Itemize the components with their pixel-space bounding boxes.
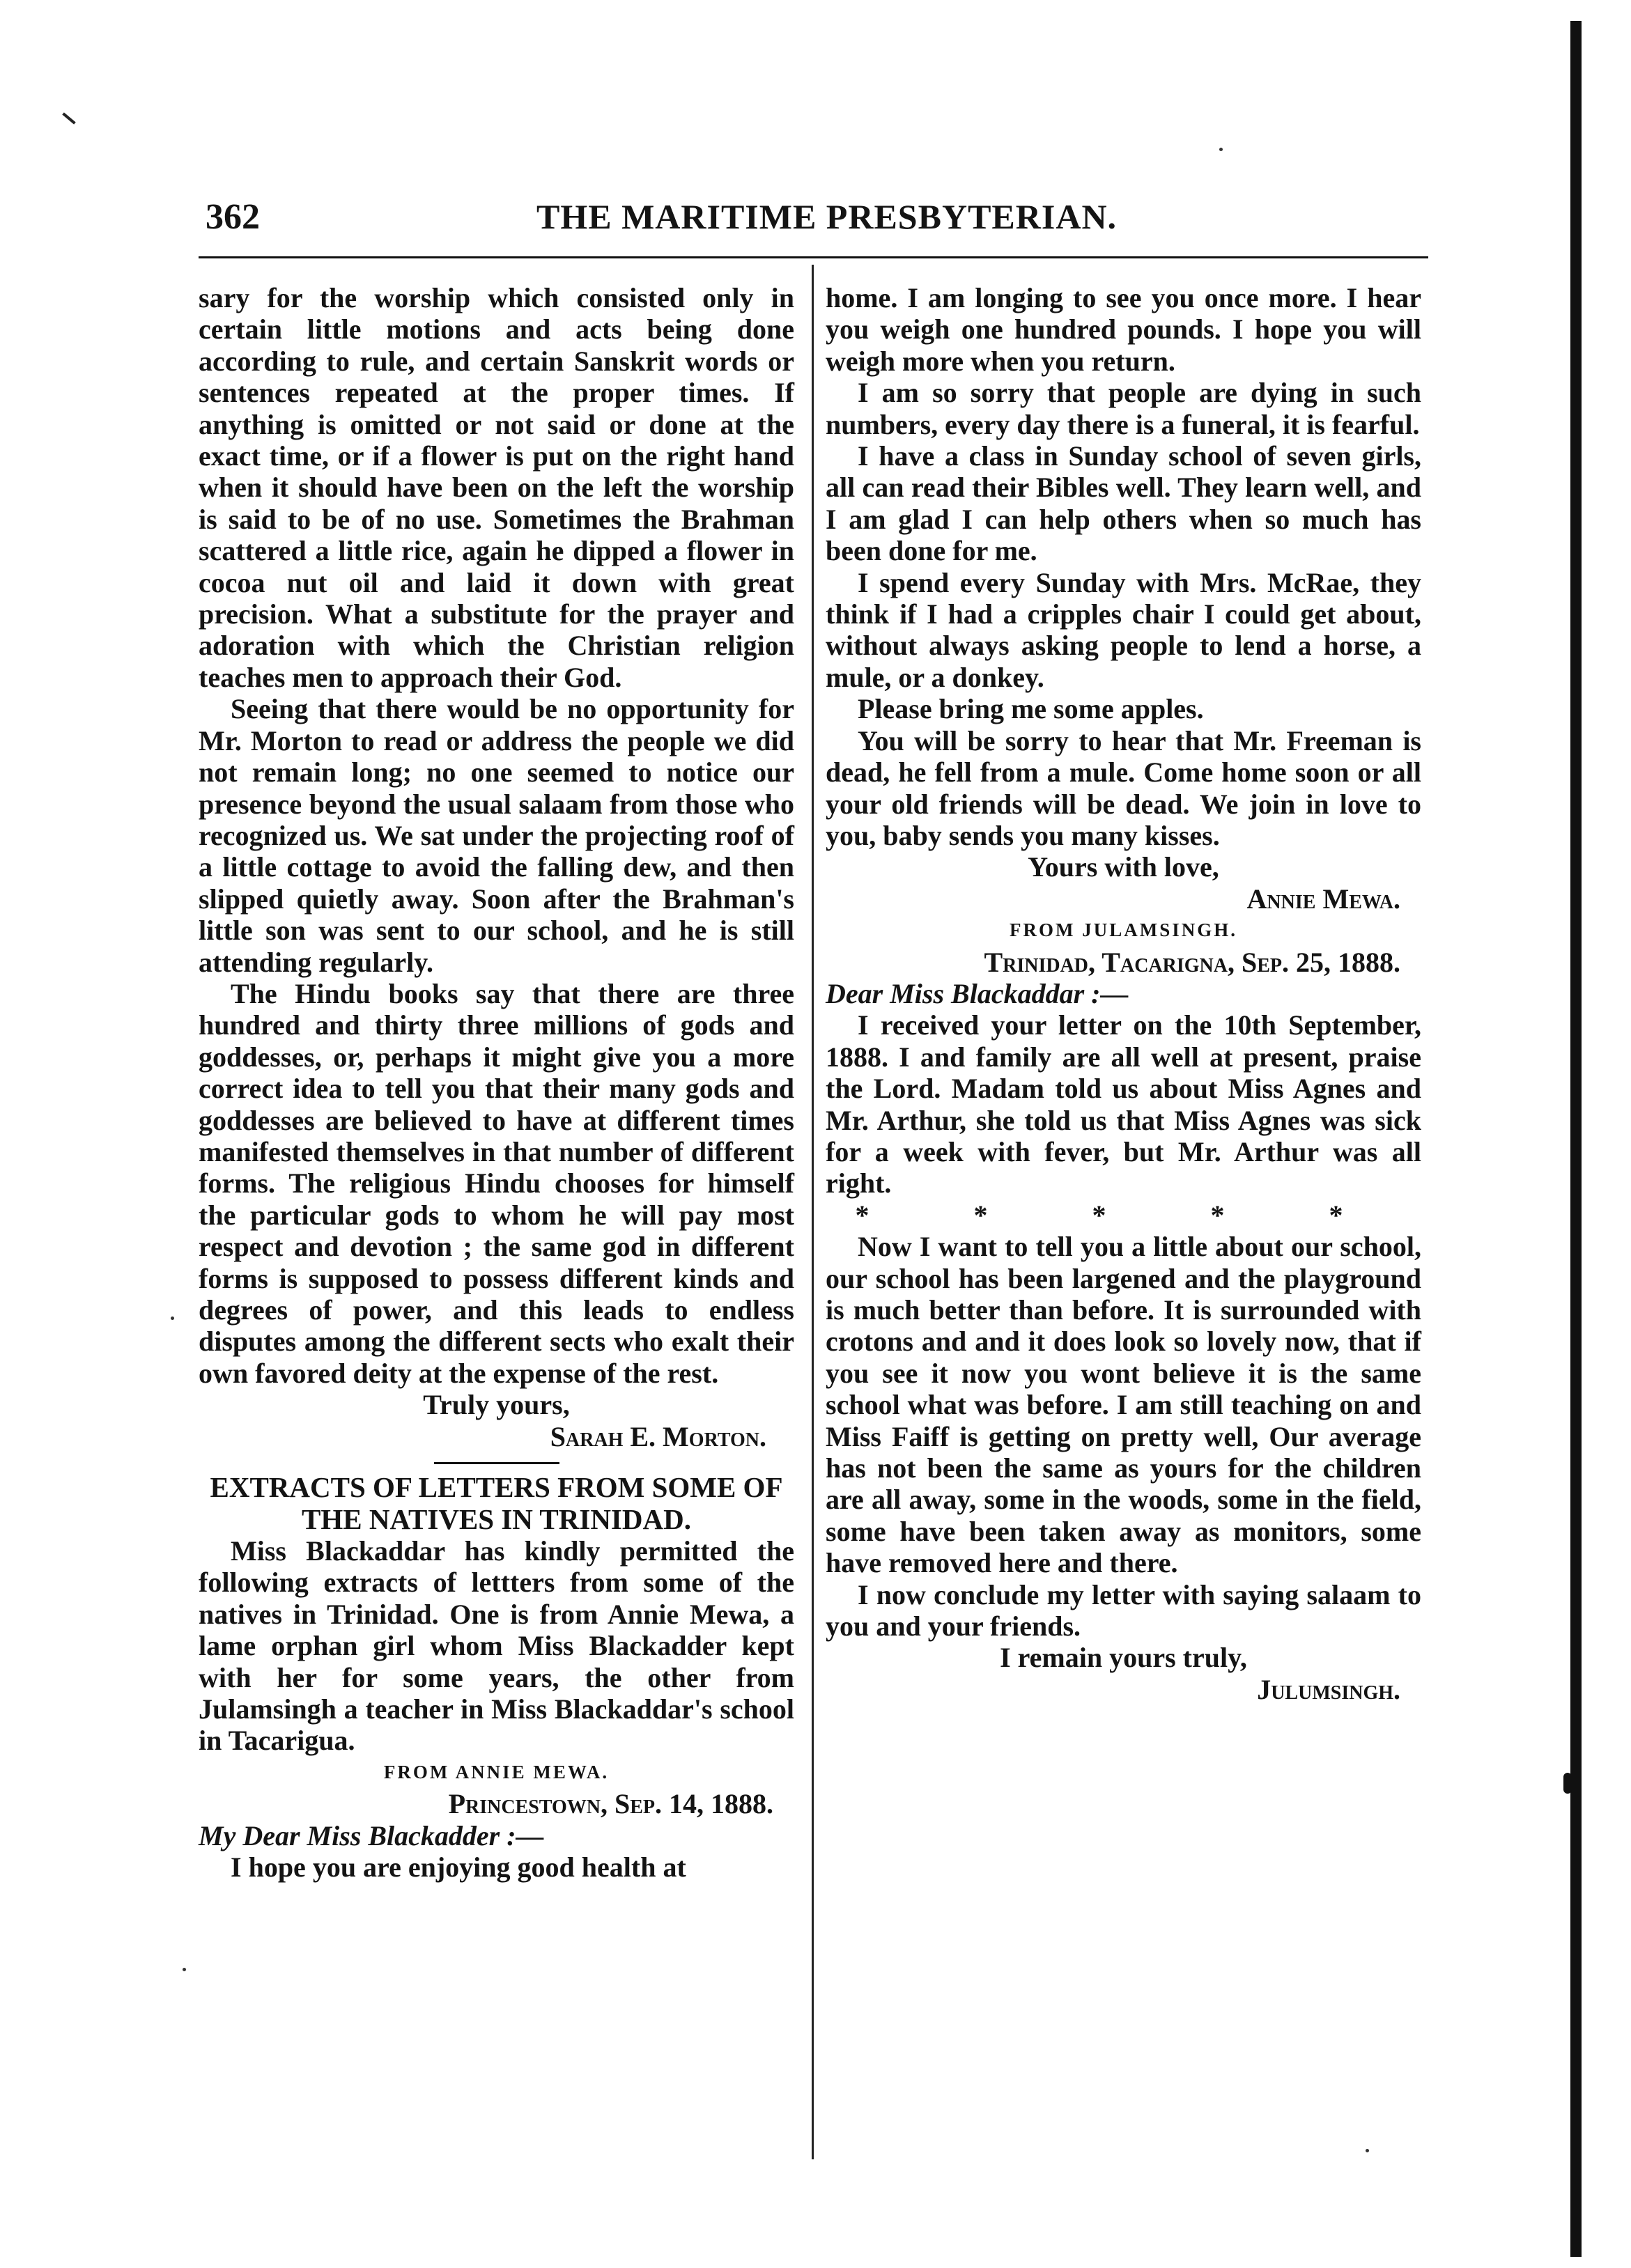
article-paragraph: Seeing that there would be no opportunity for Mr. Morton to read or address the people we did not remain long; no one seemed to notice our presence beyond the usual salaam from those who recognized us. We sat under the projecting roof of a little cottage to avoid the falling dew, and then slipped quietly away. Soon after the Brahman's little son was sent to our school, and he is still attending regularly. bbox=[199, 693, 794, 978]
section-heading: EXTRACTS OF LETTERS FROM SOME OF THE NATIVES IN TRINIDAD. bbox=[210, 1471, 783, 1536]
letter-paragraph: I now conclude my letter with saying salaam to you and your friends. bbox=[826, 1578, 1421, 1642]
right-column bbox=[826, 282, 1421, 1705]
letter-paragraph: I spend every Sunday with Mrs. McRae, they think if I had a cripples chair I could get about, without always asking people to lend a horse, a mule, or a donkey. bbox=[826, 566, 1421, 693]
column-divider bbox=[812, 265, 814, 2159]
ink-speck bbox=[1366, 2149, 1369, 2152]
ink-speck bbox=[183, 1968, 186, 1971]
closing-truly-yours: Truly yours, bbox=[423, 1389, 570, 1421]
stray-ink-mark bbox=[62, 112, 75, 124]
section-rule bbox=[434, 1462, 559, 1464]
letter-paragraph: I have a class in Sunday school of seven girls, all can read their Bibles well. They learn well, and I am glad I can help others when so much has been done for me. bbox=[826, 440, 1421, 567]
letter-paragraph: home. I am longing to see you once more. I hear you weigh one hundred pounds. I hope you will weigh more when you return. bbox=[826, 282, 1421, 377]
letter-dateline: Trinidad, Tacarigna, Sep. 25, 1888. bbox=[984, 946, 1400, 978]
intro-paragraph: Miss Blackaddar has kindly permitted the following extracts of lettters from some of the natives in Trinidad. One is from Annie Mewa, a lame orphan girl whom Miss Blackadder kept with her for some years, the other from Julamsingh a teacher in Miss Blackaddar's school in Tacarigua. bbox=[199, 1535, 794, 1757]
letter-paragraph: Now I want to tell you a little about our school, our school has been largened and the playground is much better than before. It is surrounded with crotons and and it does look so lovely now, that if you see it now you wont believe it is the same school what was before. I am still teaching on and Miss Faiff is getting on pretty well, Our average has not been the same as yours for the children are all away, some in the woods, some in the field, some have been taken away as monitors, some have removed here and there. bbox=[826, 1231, 1421, 1579]
letter-closing: I remain yours truly, bbox=[1000, 1642, 1247, 1674]
binding-edge-bar bbox=[1570, 21, 1582, 2257]
running-head bbox=[0, 196, 1631, 245]
letter-paragraph: I received your letter on the 10th September, 1888. I and family are all well at present, praise the Lord. Madam told us about Miss Agnes and Mr. Arthur, she told us that Miss Agnes was sick for a week with fever, but Mr. Arthur was all right. bbox=[826, 1009, 1421, 1199]
letter-paragraph: I am so sorry that people are dying in such numbers, every day there is a funeral, it is fearful. bbox=[826, 377, 1421, 440]
letter-closing: Yours with love, bbox=[1028, 851, 1219, 883]
left-column bbox=[199, 282, 794, 1883]
article-paragraph: sary for the worship which consisted only in certain little motions and acts being done according to rule, and certain Sanskrit words or sentences repeated at the proper times. If anything is omitted or not said or done at the exact time, or if a flower is put on the right hand when it should have been on the left the worship is said to be of no use. Sometimes the Brahman scattered a little rice, again he dipped a flower in cocoa nut oil and laid it down with great precision. What a substitute for the prayer and adoration with which the Christian religion teaches men to approach their God. bbox=[199, 282, 794, 693]
article-paragraph: The Hindu books say that there are three hundred and thirty three millions of gods and goddesses, or, perhaps it might give you a more correct idea to tell you that their many gods and goddesses are believed to have at different times manifested themselves in that number of different forms. The religious Hindu chooses for himself the particular gods to whom he will pay most respect and devotion ; the same god in different forms is supposed to possess different kinds and degrees of power, and this leads to endless disputes among the different sects who exalt their own favored deity at the expense of the rest. bbox=[199, 977, 794, 1389]
letter-signature: Julumsingh. bbox=[1257, 1673, 1400, 1705]
letter-source-heading: FROM ANNIE MEWA. bbox=[383, 1761, 610, 1782]
ink-speck bbox=[171, 1316, 174, 1320]
letter-dateline: Princestown, Sep. 14, 1888. bbox=[448, 1788, 773, 1820]
ink-speck bbox=[1219, 148, 1223, 151]
letter-salutation: My Dear Miss Blackadder :— bbox=[199, 1819, 544, 1851]
letter-paragraph: Please bring me some apples. bbox=[858, 693, 1204, 725]
section-break-stars: * * * * * bbox=[855, 1199, 1392, 1231]
binding-edge-notch bbox=[1563, 1773, 1572, 1794]
journal-title: THE MARITIME PRESBYTERIAN. bbox=[536, 197, 1118, 236]
author-signature: Sarah E. Morton. bbox=[550, 1420, 766, 1452]
letter-paragraph: You will be sorry to hear that Mr. Freeman is dead, he fell from a mule. Come home soon or all your old friends will be dead. We join in love to you, baby sends you many kisses. bbox=[826, 724, 1421, 851]
letter-signature: Annie Mewa. bbox=[1246, 883, 1400, 915]
letter-paragraph: I hope you are enjoying good health at bbox=[231, 1851, 686, 1883]
letter-salutation: Dear Miss Blackaddar :— bbox=[826, 977, 1129, 1009]
page-number: 362 bbox=[206, 197, 260, 237]
letter-source-heading: FROM JULAMSINGH. bbox=[1010, 919, 1237, 941]
header-rule bbox=[199, 256, 1428, 258]
